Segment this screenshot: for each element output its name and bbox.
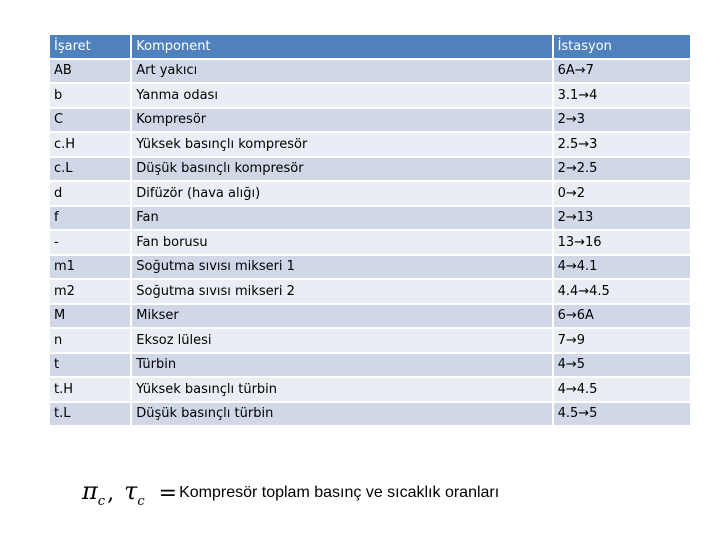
cell-symbol: M [50, 305, 130, 328]
cell-component: Düşük basınçlı kompresör [132, 158, 551, 181]
table-row [50, 329, 690, 352]
tau-c-symbol: $\tau_c$ [124, 477, 145, 509]
cell-symbol: f [50, 207, 130, 230]
cell-station: 4→4.1 [554, 256, 690, 279]
cell-symbol: t.L [50, 403, 130, 426]
cell-symbol: n [50, 329, 130, 352]
cell-station: 2.5→3 [554, 133, 690, 156]
table-row [50, 231, 690, 254]
cell-station: 4→4.5 [554, 378, 690, 401]
table-row [50, 256, 690, 279]
cell-component: Mikser [132, 305, 551, 328]
cell-component: Soğutma sıvısı mikseri 2 [132, 280, 551, 303]
table-header-row [50, 35, 690, 58]
table-row [50, 403, 690, 426]
header-station: İstasyon [554, 35, 690, 58]
header-component: Komponent [132, 35, 551, 58]
table-row [50, 133, 690, 156]
cell-station: 4.5→5 [554, 403, 690, 426]
pi-c-symbol: $\pi_c$ [82, 477, 106, 509]
cell-symbol: C [50, 109, 130, 132]
table-row [50, 158, 690, 181]
footnote-formula [82, 476, 499, 510]
cell-symbol: t [50, 354, 130, 377]
table-row [50, 182, 690, 205]
cell-symbol: d [50, 182, 130, 205]
header-symbol: İşaret [50, 35, 130, 58]
cell-station: 7→9 [554, 329, 690, 352]
component-table [48, 33, 692, 427]
table-row [50, 109, 690, 132]
table-row [50, 378, 690, 401]
equals-sign: = [158, 480, 178, 506]
cell-symbol: AB [50, 60, 130, 83]
cell-symbol: b [50, 84, 130, 107]
cell-symbol: m1 [50, 256, 130, 279]
cell-component: Türbin [132, 354, 551, 377]
table-row [50, 280, 690, 303]
cell-component: Yüksek basınçlı kompresör [132, 133, 551, 156]
footnote-description: Kompresör toplam basınç ve sıcaklık oranları [179, 484, 500, 501]
table-row [50, 305, 690, 328]
formula-comma: , [107, 480, 115, 506]
cell-symbol: m2 [50, 280, 130, 303]
table-row [50, 84, 690, 107]
cell-component: Yanma odası [132, 84, 551, 107]
cell-component: Fan borusu [132, 231, 551, 254]
cell-component: Eksoz lülesi [132, 329, 551, 352]
cell-station: 4→5 [554, 354, 690, 377]
cell-station: 2→3 [554, 109, 690, 132]
cell-station: 6A→7 [554, 60, 690, 83]
cell-component: Difüzör (hava alığı) [132, 182, 551, 205]
cell-component: Düşük basınçlı türbin [132, 403, 551, 426]
cell-station: 2→13 [554, 207, 690, 230]
cell-component: Art yakıcı [132, 60, 551, 83]
cell-station: 4.4→4.5 [554, 280, 690, 303]
cell-symbol: c.L [50, 158, 130, 181]
table-row [50, 354, 690, 377]
cell-component: Kompresör [132, 109, 551, 132]
cell-component: Soğutma sıvısı mikseri 1 [132, 256, 551, 279]
table-row [50, 60, 690, 83]
cell-station: 6→6A [554, 305, 690, 328]
table-row [50, 207, 690, 230]
cell-component: Fan [132, 207, 551, 230]
cell-station: 0→2 [554, 182, 690, 205]
cell-station: 13→16 [554, 231, 690, 254]
cell-component: Yüksek basınçlı türbin [132, 378, 551, 401]
cell-symbol: t.H [50, 378, 130, 401]
cell-symbol: c.H [50, 133, 130, 156]
cell-symbol: - [50, 231, 130, 254]
cell-station: 2→2.5 [554, 158, 690, 181]
cell-station: 3.1→4 [554, 84, 690, 107]
